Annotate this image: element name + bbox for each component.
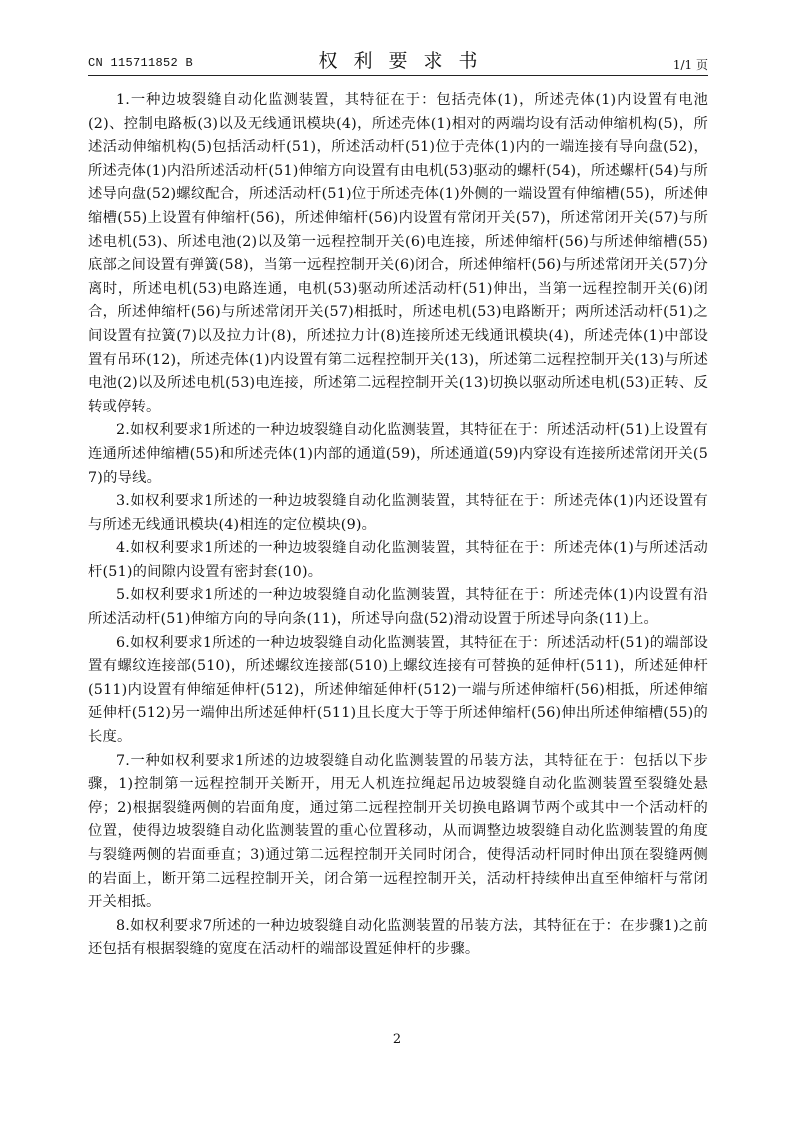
- page-header: [88, 44, 708, 72]
- document-title: 权利要求书: [318, 50, 494, 72]
- claim-1: 1.一种边坡裂缝自动化监测装置，其特征在于：包括壳体(1)，所述壳体(1)内设置有电池(2)、控制电路板(3)以及无线通讯模块(4)，所述壳体(1)相对的两端均设有活动伸缩机构(5)，所述活动伸缩机构(5)包括活动杆(51)，所述活动杆(51)位于壳体(1)内的一端连接有导向盘(52)，所述壳体(1)内沿所述活动杆(51)伸缩方向设置有由电机(53)驱动的螺杆(54)，所述螺杆(54)与所述导向盘(52)螺纹配合，所述活动杆(51)位于所述壳体(1)外侧的一端设置有伸缩槽(55)，所述伸缩槽(55)上设置有伸缩杆(56)，所述伸缩杆(56)内设置有常闭开关(57)，所述常闭开关(57)与所述电机(53)、所述电池(2)以及第一远程控制开关(6)电连接，所述伸缩杆(56)与所述伸缩槽(55)底部之间设置有弹簧(58)，当第一远程控制开关(6)闭合，所述伸缩杆(56)与所述常闭开关(57)分离时，所述电机(53)电路连通，电机(53)驱动所述活动杆(51)伸出，当第一远程控制开关(6)闭合，所述伸缩杆(56)与所述常闭开关(57)相抵时，所述电机(53)电路断开；两所述活动杆(51)之间设置有拉簧(7)以及拉力计(8)，所述拉力计(8)连接所述无线通讯模块(4)，所述壳体(1)中部设置有吊环(12)，所述壳体(1)内设置有第二远程控制开关(13)，所述第二远程控制开关(13)与所述电池(2)以及所述电机(53)电连接，所述第二远程控制开关(13)切换以驱动所述电机(53)正转、反转或停转。: [88, 92, 708, 415]
- patent-number: CN 115711852 B: [88, 56, 194, 70]
- claim-4: 4.如权利要求1所述的一种边坡裂缝自动化监测装置，其特征在于：所述壳体(1)与所述活动杆(51)的间隙内设置有密封套(10)。: [88, 540, 708, 580]
- claim-8: 8.如权利要求7所述的一种边坡裂缝自动化监测装置的吊装方法，其特征在于：在步骤1)之前还包括有根据裂缝的宽度在活动杆的端部设置延伸杆的步骤。: [88, 917, 708, 958]
- claim-6: 6.如权利要求1所述的一种边坡裂缝自动化监测装置，其特征在于：所述活动杆(51)的端部设置有螺纹连接部(510)，所述螺纹连接部(510)上螺纹连接有可替换的延伸杆(511)，所述延伸杆(511)内设置有伸缩延伸杆(512)，所述伸缩延伸杆(512)一端与所述伸缩杆(56)相抵，所述伸缩延伸杆(512)另一端伸出所述延伸杆(511)且长度大于等于所述伸缩杆(56)伸出所述伸缩槽(55)的长度。: [88, 634, 708, 746]
- claims-body: [88, 89, 708, 962]
- page-number: 2: [392, 1032, 402, 1047]
- claim-3: 3.如权利要求1所述的一种边坡裂缝自动化监测装置，其特征在于：所述壳体(1)内还设置有与所述无线通讯模块(4)相连的定位模块(9)。: [88, 493, 708, 533]
- claim-2: 2.如权利要求1所述的一种边坡裂缝自动化监测装置，其特征在于：所述活动杆(51)上设置有连通所述伸缩槽(55)和所述壳体(1)内部的通道(59)，所述通道(59)内穿设有连接所述常闭开关(57)的导线。: [88, 422, 708, 486]
- page-count: 1/1 页: [672, 58, 708, 72]
- header-divider: [88, 75, 708, 76]
- claim-5: 5.如权利要求1所述的一种边坡裂缝自动化监测装置，其特征在于：所述壳体(1)内设置有沿所述活动杆(51)伸缩方向的导向条(11)，所述导向盘(52)滑动设置于所述导向条(11)上。: [88, 587, 708, 628]
- claim-7: 7.一种如权利要求1所述的边坡裂缝自动化监测装置的吊装方法，其特征在于：包括以下步骤，1)控制第一远程控制开关断开，用无人机连拉绳起吊边坡裂缝自动化监测装置至裂缝处悬停；2)根据裂缝两侧的岩面角度，通过第二远程控制开关切换电路调节两个或其中一个活动杆的位置，使得边坡裂缝自动化监测装置的重心位置移动，从而调整边坡裂缝自动化监测装置的角度与裂缝两侧的岩面垂直；3)通过第二远程控制开关同时闭合，使得活动杆同时伸出顶在裂缝两侧的岩面上，断开第二远程控制开关，闭合第一远程控制开关，活动杆持续伸出直至伸缩杆与常闭开关相抵。: [88, 752, 708, 911]
